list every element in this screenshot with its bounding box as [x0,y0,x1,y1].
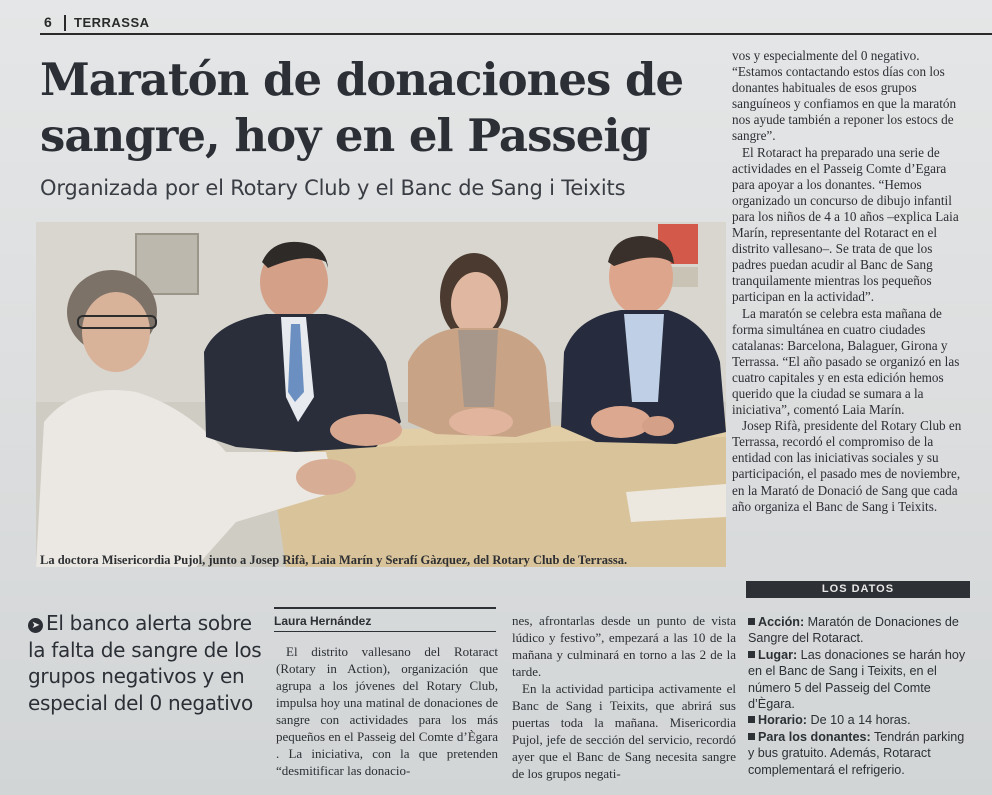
datos-text: Maratón de Donaciones de Sangre del Rotaract. [748,615,959,646]
datos-item [748,647,974,713]
square-bullet-icon [748,651,755,658]
paragraph: vos y especialmente del 0 negativo. “Estamos contactando estos días con los donantes habituales de esos grupos sanguíneos y confiamos en que la maratón nos ayude también a reponer los estocs de sangre”. [732,48,957,144]
datos-title: LOS DATOS [746,581,970,598]
pull-quote-text: El banco alerta sobre la falta de sangre de los grupos negativos y en especial del 0 negativo [28,611,262,715]
datos-label: Lugar: [758,647,798,662]
paragraph: En la actividad participa activamente el Banc de Sang i Teixits, que abrirá sus puertas toda la mañana. Misericordia Pujol, jefe de sección del servicio, recordó ayer que el Banc de Sang necesita sangre de los grupos negati- [512,681,736,781]
datos-label: Para los donantes: [758,729,871,744]
square-bullet-icon [748,733,755,740]
paragraph: El distrito vallesano del Rotaract (Rotary in Action), organización que agrupa a los jóvenes del Rotary Club, impulsa hoy una matinal de donaciones de sangre con actividades para los más pequeños en el Passeig del Comte d’Ègara . La iniciativa, con la que pretenden “desmitificar las donacio- [276,644,498,778]
datos-text: De 10 a 14 horas. [806,713,911,728]
article-column-2 [512,612,736,782]
header-divider [64,15,66,31]
arrow-right-icon: ➤ [28,618,43,633]
subheadline: Organizada por el Rotary Club y el Banc de Sang i Teixits [40,176,626,200]
paragraph: El Rotaract ha preparado una serie de actividades en el Passeig Comte d’Egara para apoyar a los donantes. “Hemos organizado un concurso de dibujo infantil para los niños de 4 a 10 años –explica Laia Marín, representante del Rotaract en el distrito vallesano–. Se trata de que los padres puedan acudir al Banc de Sang tranquilamente mientras los pequeños participan en la actividad”. [732,144,959,305]
section-name: TERRASSA [74,15,150,30]
paragraph: La maratón se celebra esta mañana de forma simultánea en cuatro ciudades catalanas: Barcelona, Balaguer, Girona y Terrassa. “El año pasado se organizó en las cuatro capitales y en esta edición hemos querido que la ciudad se sumara a la iniciativa”, comentó Laia Marín. [732,305,960,418]
datos-item [748,712,974,728]
datos-item [748,729,974,778]
datos-label: Horario: [758,713,807,728]
square-bullet-icon [748,716,755,723]
square-bullet-icon [748,618,755,625]
datos-label: Acción: [758,615,805,629]
byline-rule [274,607,496,609]
header-rule [40,33,992,35]
headline: Maratón de donaciones de sangre, hoy en el Passeig [40,53,684,162]
photo-caption: La doctora Misericordia Pujol, junto a Josep Rifà, Laia Marín y Serafí Gàzquez, del Rotary Club de Terrassa. [40,553,628,567]
pull-quote [28,610,268,716]
article-column-1 [276,643,498,779]
datos-text: Tendrán parking y bus gratuito. Además, Rotaract complementará el refrigerio. [748,729,965,777]
article-column-right [732,48,970,515]
byline: Laura Hernández [274,614,372,628]
page-number: 6 [44,14,52,30]
datos-item [748,614,974,647]
paragraph: nes, afrontarlas desde un punto de vista lúdico y festivo”, empezará a las 10 de la mañana y culminará en torno a las 2 de la tarde. [512,613,736,679]
byline-rule-bottom [274,631,496,632]
paragraph: Josep Rifà, presidente del Rotary Club en Terrassa, recordó el compromiso de la entidad con las iniciativas sociales y su participación, el pasado mes de noviembre, en la Marató de Donació de Sang que cada año organiza el Banc de Sang i Teixits. [732,418,962,514]
datos-text: Las donaciones se harán hoy en el Banc de Sang i Teixits, en el número 5 del Passeig del Comte d’Ègara. [748,647,966,712]
datos-box [748,614,974,778]
page-header [40,14,992,34]
article-photo [36,222,726,567]
